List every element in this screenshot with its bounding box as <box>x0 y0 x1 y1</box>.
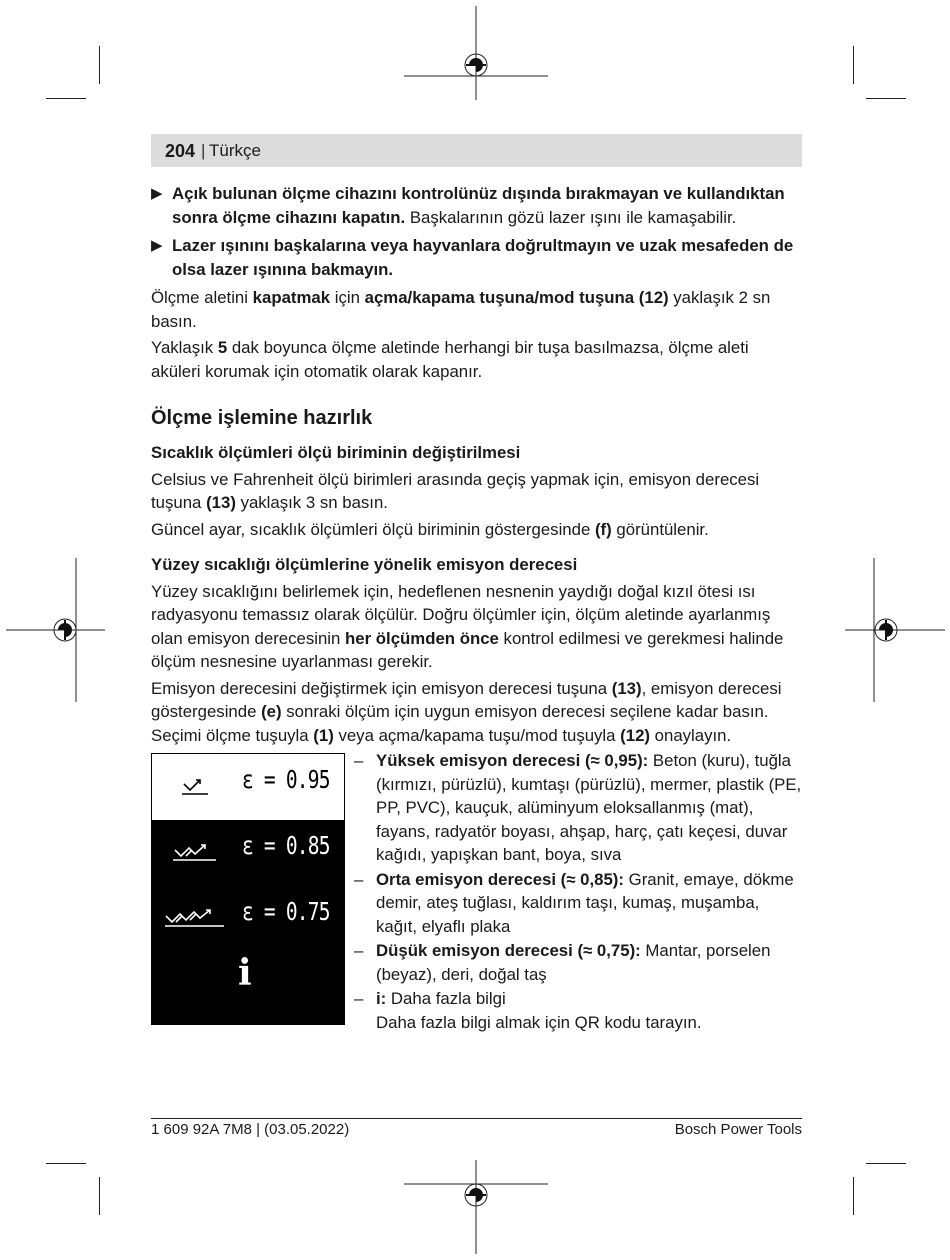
list-item <box>354 868 804 939</box>
bold-text: açma/kapama tuşuna/mod tuşuna (12) <box>364 288 669 307</box>
page-header <box>151 134 802 167</box>
text: kontrol edilmesi ve gerekmesi halinde ölçüm nesnesine uyarlanması gerekir. <box>151 628 784 671</box>
text: Emisyon derecesini değiştirmek için emisyon derecesi tuşuna <box>151 678 612 698</box>
emissivity-list <box>354 749 804 1035</box>
text: Mantar, porselen (beyaz), deri, doğal taş <box>376 941 771 984</box>
text: Daha fazla bilgi almak için QR kodu tarayın. <box>376 1012 702 1032</box>
bold-text: (13) <box>611 678 642 698</box>
emissivity-row-low <box>152 886 344 952</box>
text: , emisyon derecesi göstergesinde <box>151 678 782 721</box>
text: Daha fazla bilgi <box>386 989 506 1008</box>
bold-text: 5 <box>217 338 228 357</box>
triangle-bullet-icon: ▶ <box>151 237 163 254</box>
section-title: Ölçme işlemine hazırlık <box>151 407 373 429</box>
single-wave-icon <box>180 774 210 798</box>
warning-text: Başkalarının gözü lazer ışını ile kamaşabilir. <box>405 207 737 227</box>
list-dash: – <box>354 751 364 770</box>
text: için <box>330 288 365 307</box>
subsection-title: Yüzey sıcaklığı ölçümlerine yönelik emisyon derecesi <box>151 555 578 574</box>
warning-item <box>151 182 802 229</box>
emissivity-display-panel <box>151 753 345 1025</box>
list-dash: – <box>354 869 364 889</box>
text: Beton (kuru), tuğla (kırmızı, pürüzlü), kumtaşı (pürüzlü), mermer, plastik (PE, PP, PVC), kauçuk, alüminyum eloksallanmış (mat), fayans, radyatör boyası, ahşap, harç, çatı keçesi, duvar kağıdı, yapışkan bant, boya, sıva <box>376 751 802 864</box>
warning-item <box>151 234 802 281</box>
text: sonraki ölçüm için uygun emisyon derecesi seçilene kadar basın. Seçimi ölçme tuşuyla <box>151 702 769 745</box>
text: yaklaşık 2 sn basın. <box>151 288 771 331</box>
bold-text: Yüksek emisyon derecesi (≈ 0,95): <box>376 751 649 770</box>
triangle-bullet-icon: ▶ <box>151 185 163 202</box>
footer-document-number: 1 609 92A 7M8 | (03.05.2022) <box>151 1121 350 1138</box>
info-symbol: i <box>238 952 252 994</box>
triple-wave-icon <box>164 906 226 930</box>
warning-bold: Lazer ışınını başkalarına veya hayvanlara doğrultmayın ve uzak mesafeden de olsa lazer ışınına bakmayın. <box>172 236 794 279</box>
list-dash: – <box>354 989 364 1008</box>
warning-bold: Açık bulunan ölçme cihazını kontrolünüz dışında bırakmayan ve kullandıktan sonra ölçme cihazını kapatın. <box>172 184 785 227</box>
paragraph-auto-off <box>151 336 802 383</box>
bold-text: (f) <box>594 519 612 539</box>
text: onaylayın. <box>650 725 732 745</box>
page-number: 204 <box>165 141 196 161</box>
text: Ölçme aletini <box>151 288 253 307</box>
bold-text: kapatmak <box>252 288 331 307</box>
paragraph <box>151 677 802 748</box>
text: dak boyunca ölçme aletinde herhangi bir tuşa basılmazsa, ölçme aleti aküleri korumak için otomatik olarak kapanır. <box>151 338 749 381</box>
info-row <box>152 952 344 1018</box>
emissivity-row-high <box>152 754 344 820</box>
subsection-title: Sıcaklık ölçümleri ölçü biriminin değiştirilmesi <box>151 443 521 462</box>
bold-text: (12) <box>620 725 650 745</box>
text: Güncel ayar, sıcaklık ölçümleri ölçü biriminin göstergesinde <box>151 519 595 539</box>
paragraph <box>151 580 802 674</box>
bold-text: (13) <box>206 493 236 512</box>
paragraph <box>151 518 802 542</box>
list-item <box>354 749 804 867</box>
list-item <box>354 987 804 1034</box>
text: Yüzey sıcaklığını belirlemek için, hedeflenen nesnenin yaydığı doğal kızıl ötesi ısı radyasyonu temassız olarak ölçülür. Doğru ölçümler için, ölçüm aletinde ayarlanmış olan emisyon derecesinin <box>151 581 771 648</box>
bold-text: (e) <box>261 702 282 721</box>
bold-text: i: <box>376 989 387 1008</box>
list-dash: – <box>354 941 364 960</box>
bold-text: Düşük emisyon derecesi (≈ 0,75): <box>376 941 641 960</box>
text: Celsius ve Fahrenheit ölçü birimleri arasında geçiş yapmak için, emisyon derecesi tuşuna <box>151 469 760 512</box>
emissivity-value: ε = 0.95 <box>242 765 330 794</box>
text: Granit, emaye, dökme demir, ateş tuğlası, kaldırım taşı, kumaş, muşamba, kağıt, elyaflı plaka <box>376 869 794 936</box>
list-item <box>354 939 804 986</box>
bold-text: (1) <box>313 725 334 745</box>
emissivity-value: ε = 0.85 <box>242 831 330 860</box>
header-language: Türkçe <box>209 141 261 160</box>
text: Yaklaşık <box>151 338 218 357</box>
bold-text: Orta emisyon derecesi (≈ 0,85): <box>376 869 624 889</box>
paragraph-switch-off <box>151 286 802 333</box>
paragraph <box>151 468 802 515</box>
emissivity-value: ε = 0.75 <box>242 897 330 926</box>
page-content <box>151 182 802 1053</box>
header-separator: | <box>201 141 206 160</box>
text: görüntülenir. <box>611 519 709 539</box>
text: veya açma/kapama tuşu/mod tuşuyla <box>333 725 621 745</box>
bold-text: her ölçümden önce <box>345 628 499 648</box>
text: yaklaşık 3 sn basın. <box>235 493 388 512</box>
footer-brand: Bosch Power Tools <box>674 1121 802 1138</box>
footer-rule <box>151 1118 802 1119</box>
emissivity-row-medium <box>152 820 344 886</box>
emissivity-figure-row <box>151 753 802 1053</box>
double-wave-icon <box>172 840 218 864</box>
